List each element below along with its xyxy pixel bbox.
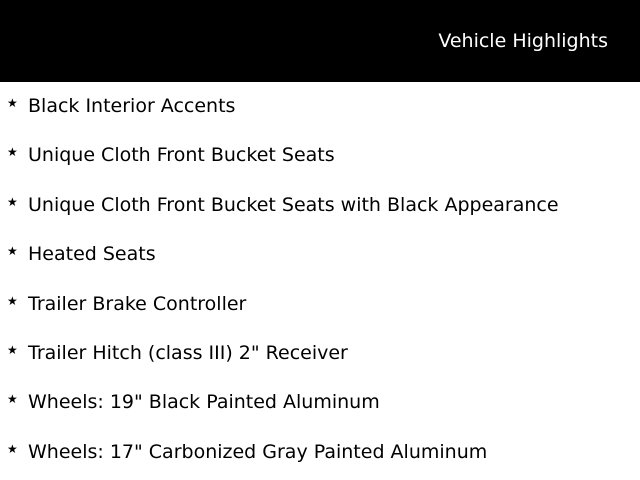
header-bar [0,0,640,82]
highlight-label: Heated Seats [28,243,156,266]
star-icon: ★ [7,194,18,209]
highlight-label: Wheels: 19" Black Painted Aluminum [28,391,380,414]
list-item [0,131,640,180]
highlight-label: Black Interior Accents [28,95,236,117]
highlight-label: Trailer Brake Controller [28,292,247,315]
star-icon: ★ [7,145,18,160]
highlights-list [0,82,640,477]
list-item [0,82,640,131]
page-title: Vehicle Highlights [438,30,608,52]
highlight-label: Trailer Hitch (class III) 2" Receiver [28,341,348,364]
list-item [0,378,640,427]
highlight-label: Wheels: 17" Carbonized Gray Painted Aluminum [28,440,488,463]
star-icon: ★ [7,293,18,308]
star-icon: ★ [7,244,18,259]
highlight-label: Unique Cloth Front Bucket Seats [28,144,335,167]
star-icon: ★ [7,392,18,407]
star-icon: ★ [7,96,18,110]
list-item [0,181,640,230]
list-item [0,230,640,279]
star-icon: ★ [7,342,18,357]
list-item [0,329,640,378]
highlight-label: Unique Cloth Front Bucket Seats with Black Appearance [28,193,559,216]
star-icon: ★ [7,441,18,456]
list-item [0,280,640,329]
list-item [0,428,640,477]
